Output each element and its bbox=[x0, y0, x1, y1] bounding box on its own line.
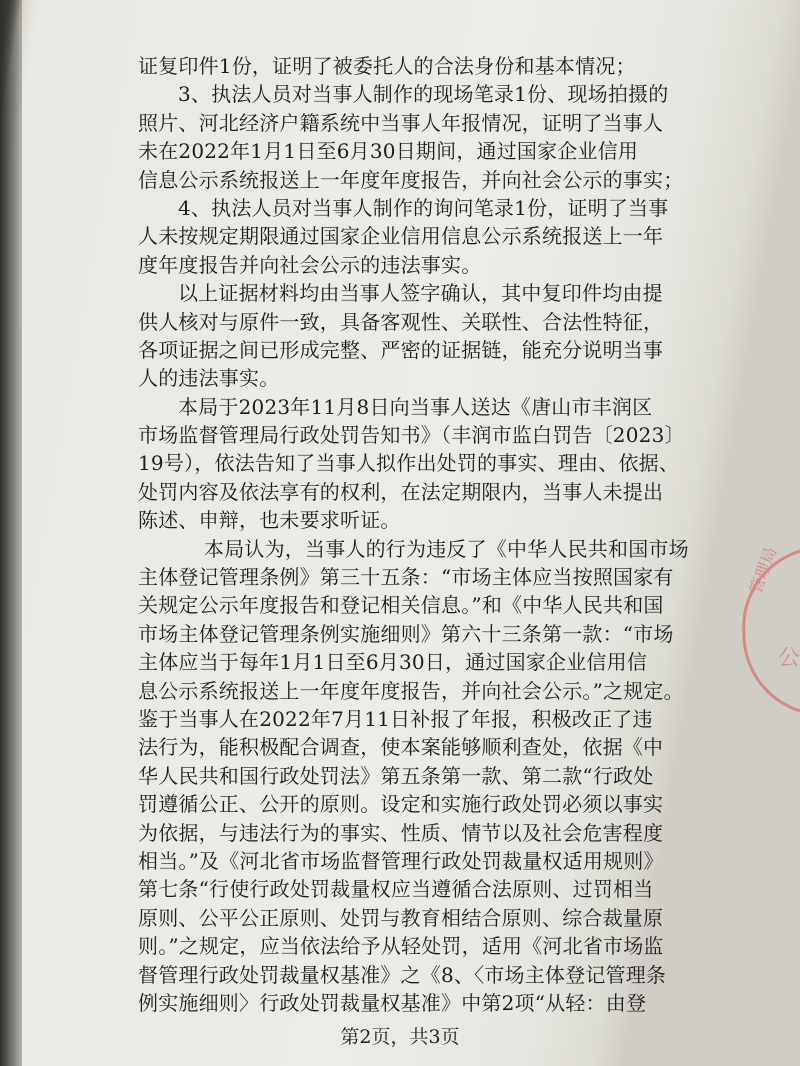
text-line: 市场监督管理局行政处罚告知书》（丰润市监白罚告〔2023〕 bbox=[138, 423, 685, 448]
text-line: 照片、河北经济户籍系统中当事人年报情况，证明了当事人 bbox=[138, 110, 664, 135]
text-line: 3、执法人员对当事人制作的现场笔录1份、现场拍摄的 bbox=[178, 82, 669, 107]
text-line: 为依据，与违法行为的事实、性质、情节以及社会危害程度 bbox=[138, 820, 664, 845]
text-line: 19号），依法告知了当事人拟作出处罚的事实、理由、依据、 bbox=[138, 451, 680, 476]
document-body bbox=[138, 52, 698, 1017]
text-line: 供人核对与原件一致，具备客观性、关联性、合法性特征， bbox=[138, 309, 664, 334]
text-line: 市场主体登记管理条例实施细则》第六十三条第一款：“市场 bbox=[138, 621, 674, 646]
text-line: 4、执法人员对当事人制作的询问笔录1份，证明了当事 bbox=[178, 195, 669, 220]
text-line: 相当。”及《河北省市场监督管理行政处罚裁量权适用规则》 bbox=[138, 848, 664, 873]
text-line: 督管理行政处罚裁量权基准》之《8、〈市场主体登记管理条 bbox=[138, 962, 667, 987]
text-line: 则。”之规定，应当依法给予从轻处罚，适用《河北省市场监 bbox=[138, 934, 664, 959]
text-line: 本局认为，当事人的行为违反了《中华人民共和国市场 bbox=[204, 536, 689, 561]
text-line: 信息公示系统报送上一年度年度报告，并向社会公示的事实； bbox=[138, 167, 684, 192]
text-line: 主体应当于每年1月1日至6月30日，通过国家企业信用信 bbox=[138, 650, 648, 675]
official-seal-stamp bbox=[738, 545, 800, 715]
svg-text:管理局: 管理局 bbox=[745, 545, 781, 597]
text-line: 本局于2023年11月8日向当事人送达《唐山市丰润区 bbox=[178, 394, 653, 419]
text-line: 罚遵循公正、公开的原则。设定和实施行政处罚必须以事实 bbox=[138, 792, 664, 817]
text-line: 关规定公示年度报告和登记相关信息。”和《中华人民共和国 bbox=[138, 593, 664, 618]
text-line: 度年度报告并向社会公示的违法事实。 bbox=[138, 252, 482, 277]
text-line: 息公示系统报送上一年度年度报告，并向社会公示。”之规定。 bbox=[138, 678, 684, 703]
page-number-footer: 第2页，共3页 bbox=[340, 1026, 460, 1048]
text-line: 第七条“行使行政处罚裁量权应当遵循合法原则、过罚相当 bbox=[138, 877, 654, 902]
text-line: 陈述、申辩，也未要求听证。 bbox=[138, 508, 401, 533]
text-line: 例实施细则〉行政处罚裁量权基准》中第2项“从轻：由登 bbox=[138, 990, 647, 1015]
text-line: 以上证据材料均由当事人签字确认，其中复印件均由提 bbox=[178, 281, 663, 306]
text-line: 人未按规定期限通过国家企业信用信息公示系统报送上一年 bbox=[138, 224, 664, 249]
text-line: 人的违法事实。 bbox=[138, 366, 280, 391]
page-edge-shadow bbox=[0, 0, 22, 1066]
text-line: 处罚内容及依法享有的权利，在法定期限内，当事人未提出 bbox=[138, 479, 664, 504]
text-line: 证复印件1份，证明了被委托人的合法身份和基本情况； bbox=[138, 54, 636, 78]
svg-text:公: 公 bbox=[778, 646, 800, 671]
text-line: 未在2022年1月1日至6月30日期间，通过国家企业信用 bbox=[138, 139, 639, 164]
text-line: 各项证据之间已形成完整、严密的证据链，能充分说明当事 bbox=[138, 337, 664, 362]
text-line: 鉴于当事人在2022年7月11日补报了年报，积极改正了违 bbox=[138, 706, 653, 731]
text-line: 法行为，能积极配合调查，使本案能够顺利查处，依据《中 bbox=[138, 735, 664, 760]
text-line: 原则、公平公正原则、处罚与教育相结合原则、综合裁量原 bbox=[138, 905, 664, 930]
text-line: 华人民共和国行政处罚法》第五条第一款、第二款“行政处 bbox=[138, 763, 654, 788]
text-line: 主体登记管理条例》第三十五条：“市场主体应当按照国家有 bbox=[138, 565, 674, 590]
